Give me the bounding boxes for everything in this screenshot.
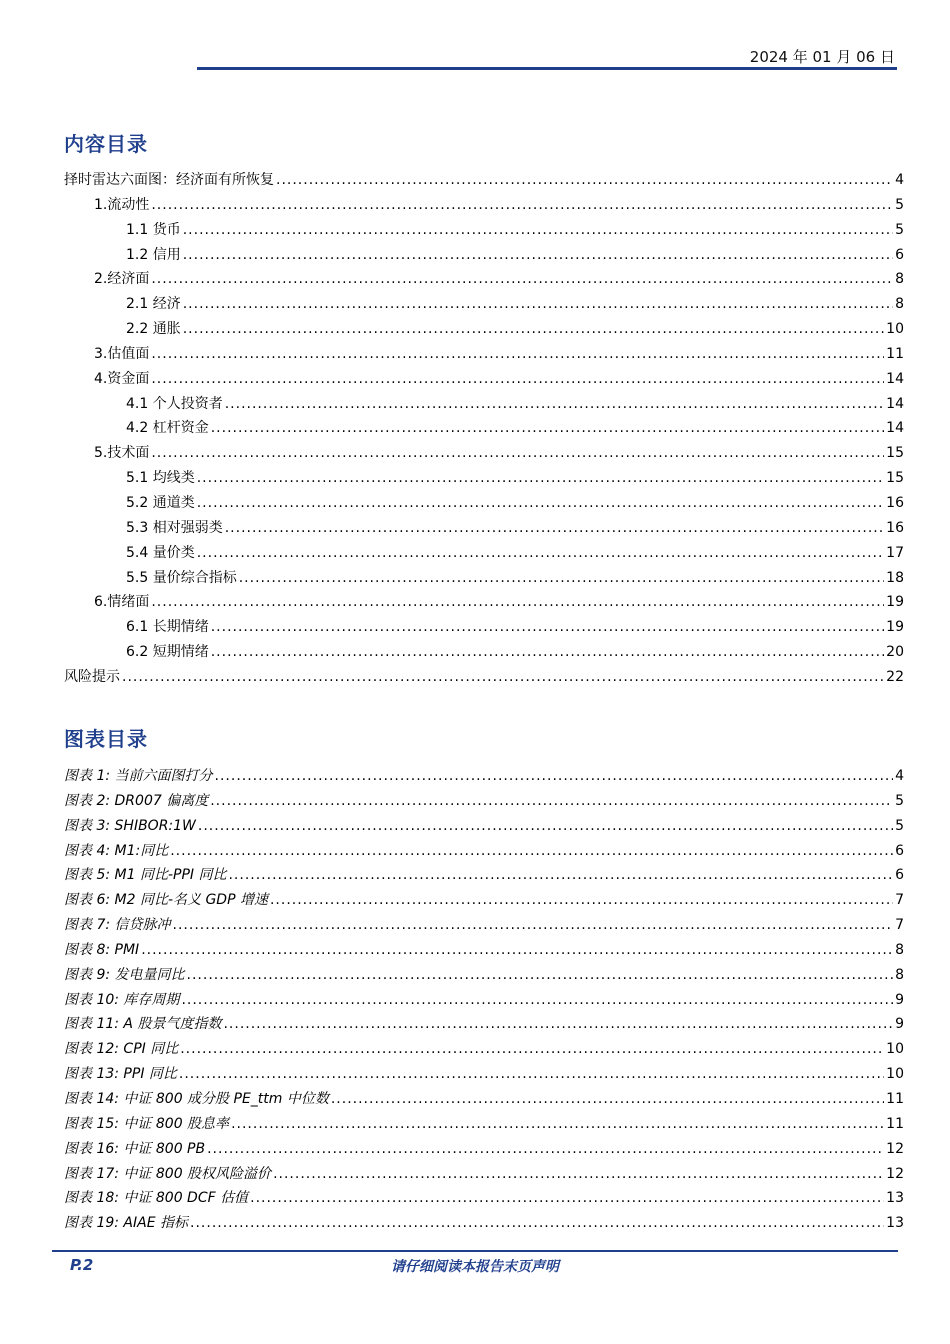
dot-leader <box>270 888 893 913</box>
entry-page-number: 14 <box>886 395 904 412</box>
toc-entry[interactable] <box>64 441 904 466</box>
entry-page-number: 10 <box>886 1066 904 1083</box>
figure-entry[interactable] <box>64 1137 904 1162</box>
dot-leader <box>215 764 894 789</box>
dot-leader <box>183 292 893 317</box>
toc-entry[interactable] <box>64 491 904 516</box>
toc-entry[interactable] <box>64 392 904 417</box>
figure-entry[interactable] <box>64 1112 904 1137</box>
entry-page-number: 16 <box>886 519 904 536</box>
figure-entry[interactable] <box>64 863 904 888</box>
dot-leader <box>151 367 884 392</box>
entry-page-number: 14 <box>886 420 904 437</box>
entry-page-number: 12 <box>886 1140 904 1157</box>
figure-entry[interactable] <box>64 1012 904 1037</box>
entry-label: 2.1 经济 <box>126 296 181 313</box>
dot-leader <box>151 441 884 466</box>
entry-label: 2.2 通胀 <box>126 321 181 338</box>
toc-title: 内容目录 <box>64 132 148 156</box>
dot-leader <box>207 1137 884 1162</box>
entry-label: 5.技术面 <box>94 445 150 462</box>
figure-entry[interactable] <box>64 1087 904 1112</box>
entry-label: 1.1 货币 <box>126 221 181 238</box>
entry-page-number: 7 <box>895 892 904 909</box>
dot-leader <box>198 814 893 839</box>
toc-entry[interactable] <box>64 243 904 268</box>
entry-page-number: 13 <box>886 1215 904 1232</box>
entry-label: 图表 11: A 股景气度指数 <box>64 1016 222 1033</box>
entry-label: 4.1 个人投资者 <box>126 395 223 412</box>
figure-entry[interactable] <box>64 814 904 839</box>
entry-page-number: 15 <box>886 445 904 462</box>
toc-entry[interactable] <box>64 416 904 441</box>
toc-entry[interactable] <box>64 516 904 541</box>
dot-leader <box>190 1211 884 1236</box>
entry-page-number: 5 <box>895 817 904 834</box>
entry-label: 3.估值面 <box>94 345 150 362</box>
dot-leader <box>197 541 884 566</box>
toc-entry[interactable] <box>64 665 904 690</box>
figure-entry[interactable] <box>64 1062 904 1087</box>
entry-label: 6.情绪面 <box>94 594 150 611</box>
entry-page-number: 20 <box>886 644 904 661</box>
dot-leader <box>239 566 884 591</box>
entry-page-number: 10 <box>886 1041 904 1058</box>
figure-entry[interactable] <box>64 764 904 789</box>
dot-leader <box>122 665 884 690</box>
dot-leader <box>211 615 884 640</box>
entry-page-number: 4 <box>895 768 904 784</box>
dot-leader <box>331 1087 884 1112</box>
toc-entry[interactable] <box>64 317 904 342</box>
dot-leader <box>151 590 884 615</box>
entry-label: 1.2 信用 <box>126 246 181 263</box>
page-number: P.2 <box>70 1256 94 1274</box>
entry-page-number: 10 <box>886 321 904 338</box>
footer-divider <box>52 1250 898 1252</box>
dot-leader <box>170 839 893 864</box>
entry-page-number: 19 <box>886 594 904 611</box>
figure-entry[interactable] <box>64 1211 904 1236</box>
dot-leader <box>179 1062 884 1087</box>
entry-page-number: 19 <box>886 619 904 636</box>
figures-title: 图表目录 <box>64 727 148 751</box>
dot-leader <box>225 516 884 541</box>
dot-leader <box>225 392 884 417</box>
entry-label: 5.1 均线类 <box>126 470 195 487</box>
entry-page-number: 5 <box>895 196 904 213</box>
entry-label: 图表 13: PPI 同比 <box>64 1066 177 1083</box>
entry-label: 图表 8: PMI <box>64 941 140 958</box>
entry-page-number: 8 <box>895 966 904 983</box>
entry-label: 图表 7: 信贷脉冲 <box>64 917 171 934</box>
entry-label: 1.流动性 <box>94 196 150 213</box>
entry-label: 图表 15: 中证 800 股息率 <box>64 1115 230 1132</box>
figure-entry[interactable] <box>64 1037 904 1062</box>
entry-page-number: 6 <box>895 867 904 884</box>
figure-entry[interactable] <box>64 938 904 963</box>
report-date: 2024 年 01 月 06 日 <box>749 48 895 66</box>
toc-entry[interactable] <box>64 342 904 367</box>
toc-entry[interactable] <box>64 541 904 566</box>
figure-entry[interactable] <box>64 888 904 913</box>
toc-list <box>64 168 904 690</box>
entry-label: 图表 6: M2 同比-名义 GDP 增速 <box>64 892 268 909</box>
entry-page-number: 5 <box>895 221 904 238</box>
dot-leader <box>187 963 894 988</box>
toc-entry[interactable] <box>64 590 904 615</box>
entry-label: 5.2 通道类 <box>126 494 195 511</box>
entry-label: 6.1 长期情绪 <box>126 619 209 636</box>
entry-label: 5.5 量价综合指标 <box>126 569 237 586</box>
entry-page-number: 17 <box>886 544 904 561</box>
toc-entry[interactable] <box>64 193 904 218</box>
dot-leader <box>223 1012 893 1037</box>
entry-label: 5.3 相对强弱类 <box>126 519 223 536</box>
dot-leader <box>183 243 893 268</box>
entry-page-number: 7 <box>895 917 904 934</box>
toc-entry[interactable] <box>64 466 904 491</box>
figure-entry[interactable] <box>64 789 904 814</box>
dot-leader <box>180 1037 884 1062</box>
figure-entry[interactable] <box>64 839 904 864</box>
entry-label: 择时雷达六面图：经济面有所恢复 <box>64 172 274 188</box>
entry-label: 5.4 量价类 <box>126 544 195 561</box>
entry-page-number: 8 <box>895 296 904 313</box>
dot-leader <box>173 913 894 938</box>
entry-label: 图表 16: 中证 800 PB <box>64 1140 206 1157</box>
dot-leader <box>151 342 884 367</box>
dot-leader <box>276 168 893 193</box>
entry-label: 图表 19: AIAE 指标 <box>64 1215 189 1232</box>
toc-entry[interactable] <box>64 615 904 640</box>
toc-entry[interactable] <box>64 566 904 591</box>
entry-page-number: 6 <box>895 246 904 263</box>
dot-leader <box>211 640 884 665</box>
entry-page-number: 9 <box>895 991 904 1008</box>
entry-label: 4.2 杠杆资金 <box>126 420 209 437</box>
figures-list <box>64 764 904 1236</box>
dot-leader <box>151 193 893 218</box>
entry-page-number: 18 <box>886 569 904 586</box>
entry-label: 图表 3: SHIBOR:1W <box>64 817 196 834</box>
entry-page-number: 11 <box>886 1115 904 1132</box>
disclaimer-note: 请仔细阅读本报告末页声明 <box>391 1259 559 1275</box>
entry-page-number: 6 <box>895 842 904 859</box>
entry-page-number: 8 <box>895 271 904 288</box>
figure-entry[interactable] <box>64 963 904 988</box>
entry-page-number: 16 <box>886 494 904 511</box>
entry-label: 4.资金面 <box>94 370 150 387</box>
dot-leader <box>151 267 893 292</box>
entry-label: 2.经济面 <box>94 271 150 288</box>
figure-entry[interactable] <box>64 1162 904 1187</box>
dot-leader <box>141 938 893 963</box>
toc-entry[interactable] <box>64 218 904 243</box>
entry-page-number: 11 <box>886 345 904 362</box>
entry-page-number: 5 <box>895 792 904 809</box>
dot-leader <box>211 416 884 441</box>
dot-leader <box>197 491 884 516</box>
dot-leader <box>250 1186 884 1211</box>
figure-entry[interactable] <box>64 988 904 1013</box>
entry-page-number: 14 <box>886 370 904 387</box>
entry-label: 图表 5: M1 同比-PPI 同比 <box>64 867 227 884</box>
toc-entry[interactable] <box>64 367 904 392</box>
dot-leader <box>231 1112 884 1137</box>
dot-leader <box>273 1162 884 1187</box>
entry-page-number: 13 <box>886 1190 904 1207</box>
entry-label: 图表 17: 中证 800 股权风险溢价 <box>64 1165 272 1182</box>
entry-label: 图表 18: 中证 800 DCF 估值 <box>64 1190 249 1207</box>
entry-page-number: 11 <box>886 1090 904 1107</box>
dot-leader <box>183 317 884 342</box>
entry-page-number: 15 <box>886 470 904 487</box>
entry-label: 风险提示 <box>64 668 120 685</box>
figure-entry[interactable] <box>64 1186 904 1211</box>
toc-entry[interactable] <box>64 292 904 317</box>
dot-leader <box>210 789 893 814</box>
entry-label: 图表 4: M1:同比 <box>64 842 169 859</box>
entry-label: 图表 1: 当前六面图打分 <box>64 768 213 784</box>
figure-entry[interactable] <box>64 913 904 938</box>
toc-entry[interactable] <box>64 267 904 292</box>
entry-label: 图表 9: 发电量同比 <box>64 966 185 983</box>
dot-leader <box>181 988 893 1013</box>
dot-leader <box>183 218 893 243</box>
header-divider <box>197 67 897 70</box>
entry-page-number: 22 <box>886 668 904 685</box>
entry-page-number: 12 <box>886 1165 904 1182</box>
entry-label: 图表 2: DR007 偏离度 <box>64 792 209 809</box>
entry-label: 6.2 短期情绪 <box>126 644 209 661</box>
dot-leader <box>228 863 893 888</box>
toc-entry[interactable] <box>64 640 904 665</box>
entry-page-number: 9 <box>895 1016 904 1033</box>
entry-page-number: 8 <box>895 941 904 958</box>
entry-label: 图表 10: 库存周期 <box>64 991 180 1008</box>
dot-leader <box>197 466 884 491</box>
entry-label: 图表 12: CPI 同比 <box>64 1041 179 1058</box>
entry-label: 图表 14: 中证 800 成分股 PE_ttm 中位数 <box>64 1090 329 1107</box>
toc-entry[interactable] <box>64 168 904 193</box>
entry-page-number: 4 <box>895 172 904 188</box>
